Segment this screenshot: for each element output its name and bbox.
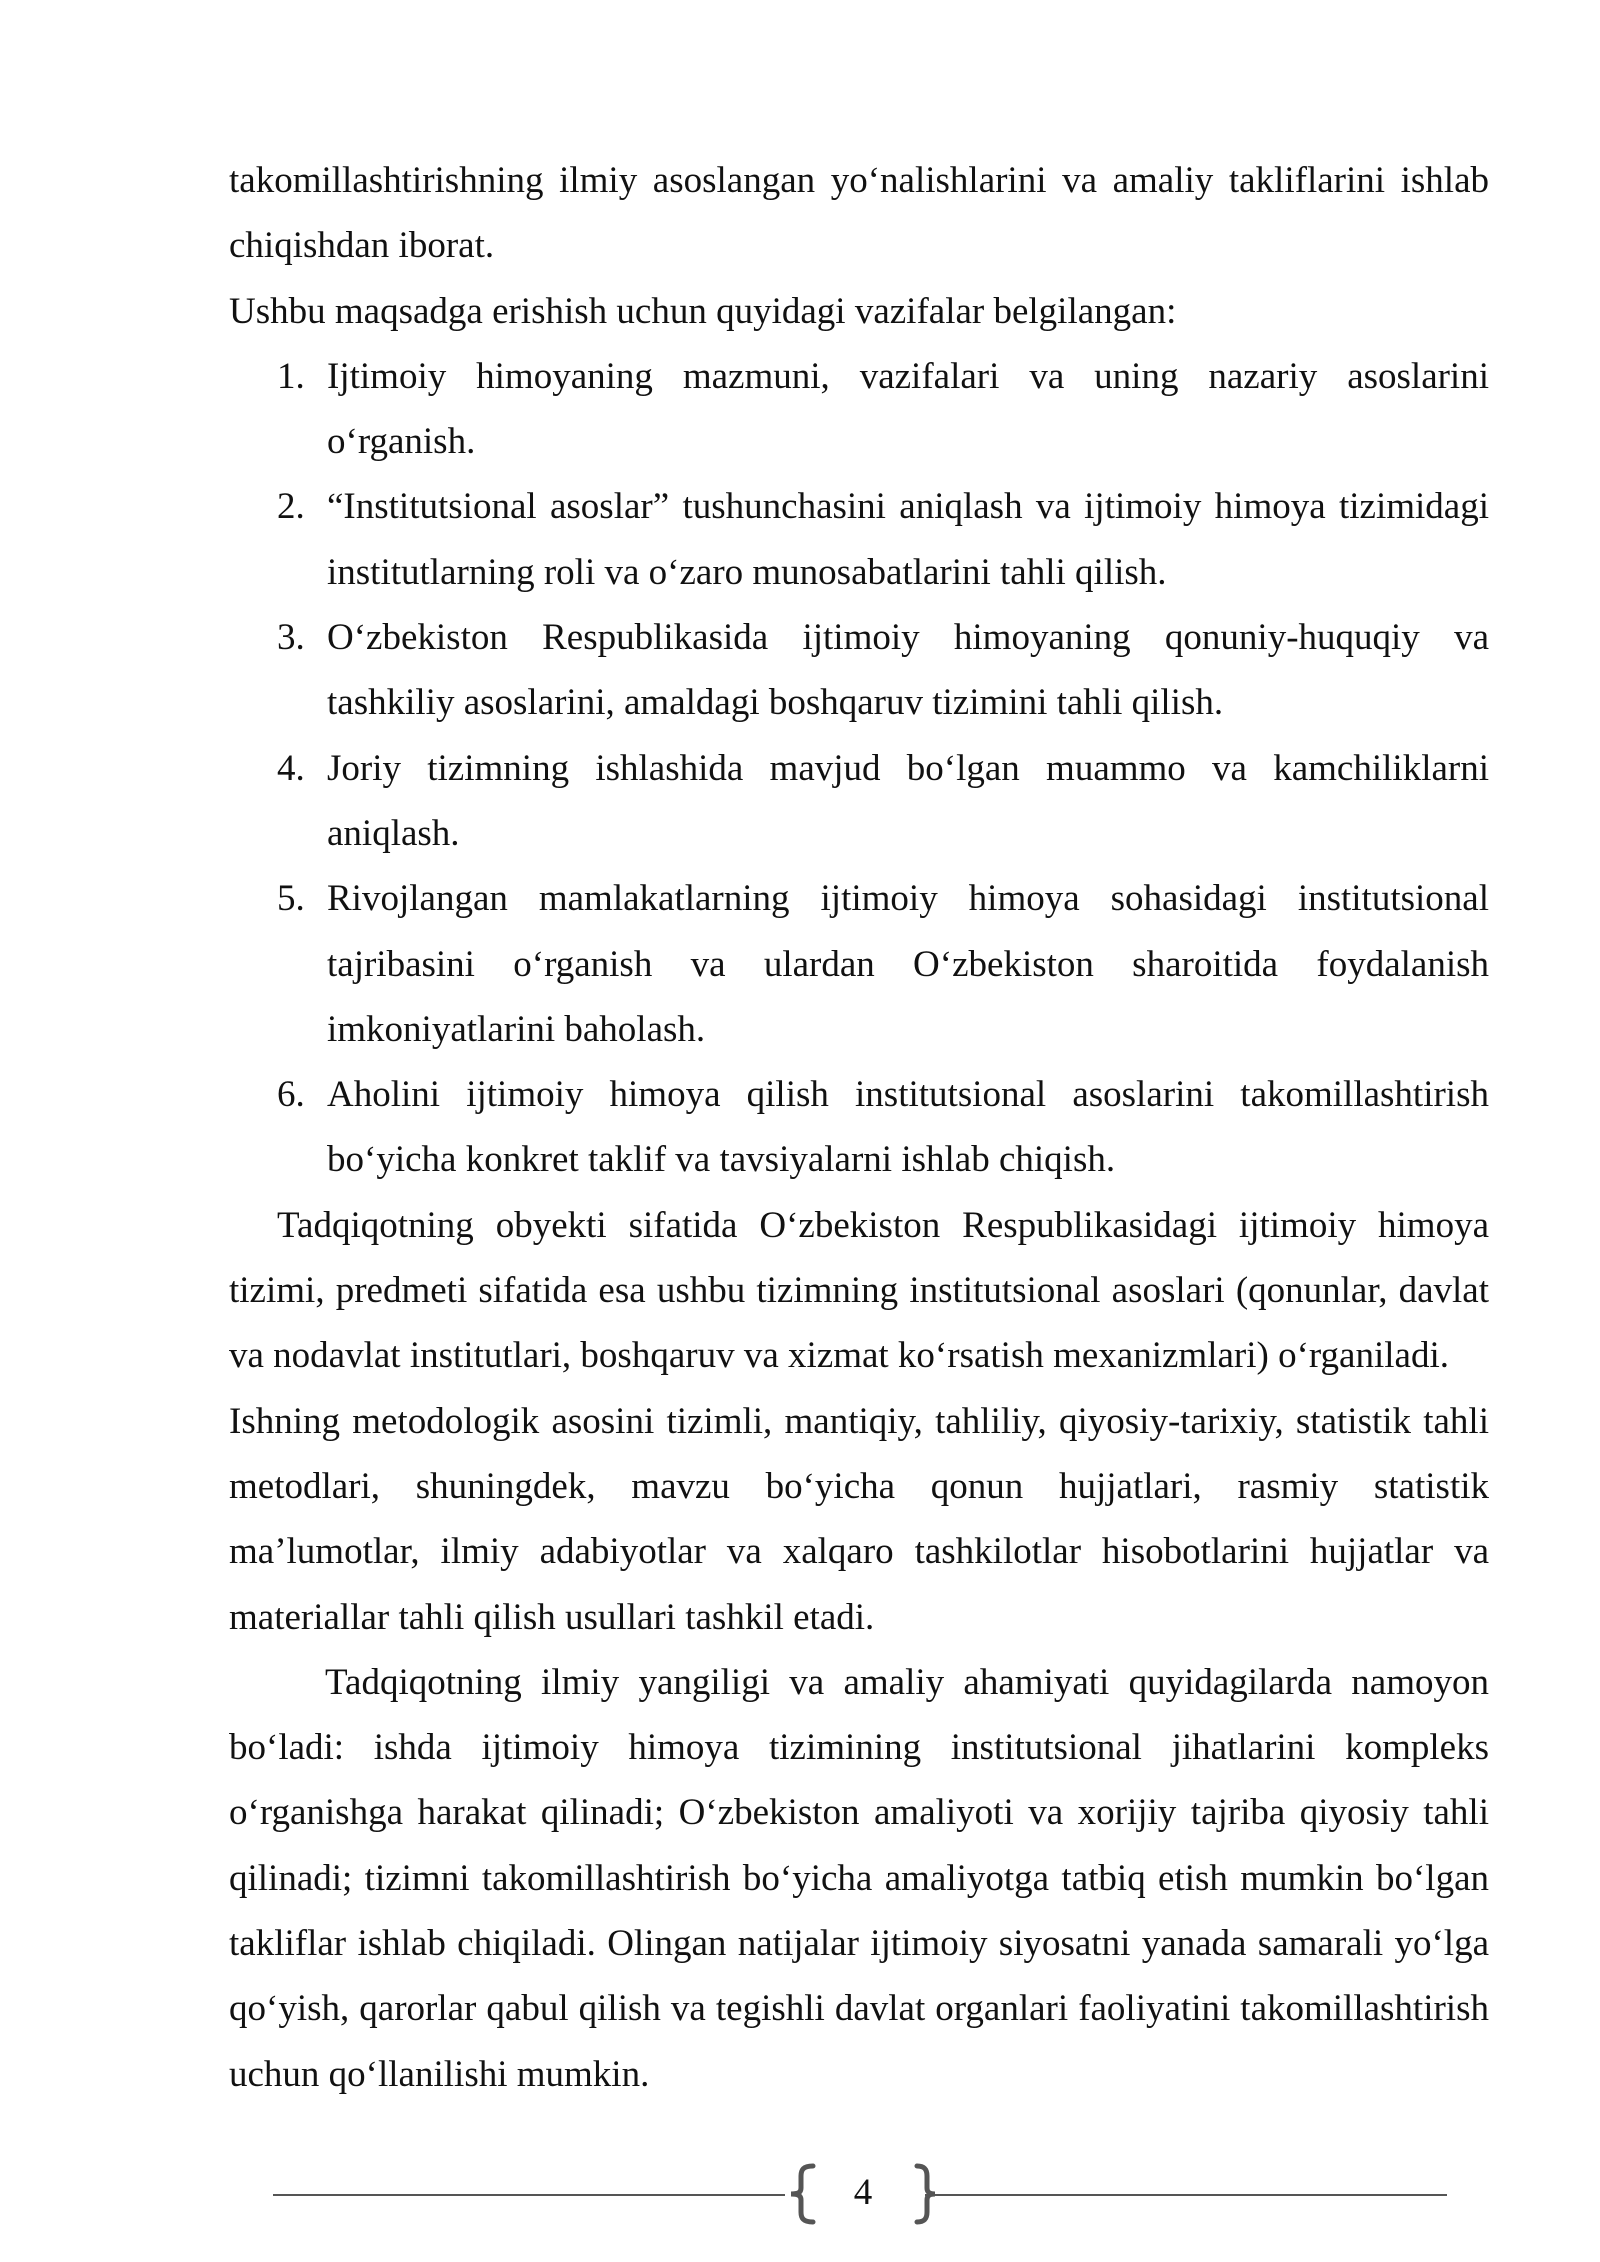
- paragraph-novelty: Tadqiqotning ilmiy yangiligi va amaliy ahamiyati quyidagilarda namoyon boʻladi: ishda ijtimoiy himoya tizimining institutsional jihatlarini kompleks oʻrganishga harakat qilinadi; Oʻzbekiston amaliyoti va xorijiy tajriba qiyosiy tahli qilinadi; tizimni takomillashtirish boʻyicha amaliyotga tatbiq etish mumkin boʻlgan takliflar ishlab chiqiladi. Olingan natijalar ijtimoiy siyosatni yanada samarali yoʻlga qoʻyish, qarorlar qabul qilish va tegishli davlat organlari faoliyatini takomillashtirish uchun qoʻllanilishi mumkin.: [229, 1661, 1489, 2095]
- list-item: [229, 474, 1489, 605]
- list-item-text: Joriy tizimning ishlashida mavjud boʻlgan muammo va kamchiliklarni aniqlash.: [327, 747, 1489, 854]
- list-item-number: 4.: [277, 747, 305, 789]
- footer-rule-right: [925, 2194, 1447, 2196]
- list-item-text: Rivojlangan mamlakatlarning ijtimoiy himoya sohasidagi institutsional tajribasini oʻrganish va ulardan Oʻzbekiston sharoitida foydalanish imkoniyatlarini baholash.: [327, 878, 1489, 1050]
- list-item: [229, 1062, 1489, 1193]
- list-item-text: Aholini ijtimoiy himoya qilish institutsional asoslarini takomillashtirish boʻyicha konkret taklif va tavsiyalarni ishlab chiqish.: [327, 1074, 1489, 1181]
- list-item-text: Oʻzbekiston Respublikasida ijtimoiy himoyaning qonuniy-huquqiy va tashkiliy asoslarini, amaldagi boshqaruv tizimini tahli qilish.: [327, 617, 1489, 724]
- list-item-number: 6.: [277, 1074, 305, 1116]
- list-item-number: 2.: [277, 486, 305, 528]
- list-item: [229, 344, 1489, 475]
- paragraph-object: Tadqiqotning obyekti sifatida Oʻzbekiston Respublikasidagi ijtimoiy himoya tizimi, predmeti sifatida esa ushbu tizimning institutsional asoslari (qonunlar, davlat va nodavlat institutlari, boshqaruv va xizmat koʻrsatish mexanizmlari) oʻrganiladi.: [229, 1204, 1489, 1377]
- list-item: [229, 866, 1489, 1062]
- list-item: [229, 736, 1489, 867]
- tasks-list: [229, 344, 1489, 1193]
- list-item-number: 1.: [277, 355, 305, 397]
- page-footer: [273, 2160, 1447, 2230]
- list-item: [229, 605, 1489, 736]
- document-page: [229, 148, 1489, 2107]
- paragraph-tasks-lead: Ushbu maqsadga erishish uchun quyidagi vazifalar belgilangan:: [229, 290, 1177, 332]
- list-item-text: Ijtimoiy himoyaning mazmuni, vazifalari va uning nazariy asoslarini oʻrganish.: [327, 355, 1489, 463]
- paragraph-intro-continuation: takomillashtirishning ilmiy asoslangan yoʻnalishlarini va amaliy takliflarini ishlab chiqishdan iborat.: [229, 160, 1489, 267]
- list-item-number: 3.: [277, 617, 305, 659]
- list-item-number: 5.: [277, 878, 305, 920]
- list-item-text: “Institutsional asoslar” tushunchasini aniqlash va ijtimoiy himoya tizimidagi institutlarning roli va oʻzaro munosabatlarini tahli qilish.: [327, 486, 1489, 593]
- paragraph-methodology: Ishning metodologik asosini tizimli, mantiqiy, tahliliy, qiyosiy-tarixiy, statistik tahli metodlari, shuningdek, mavzu boʻyicha qonun hujjatlari, rasmiy statistik ma’lumotlar, ilmiy adabiyotlar va xalqaro tashkilotlar hisobotlarini hujjatlar va materiallar tahli qilish usullari tashkil etadi.: [229, 1400, 1489, 1638]
- footer-rule-left: [273, 2194, 785, 2196]
- page-number: 4: [853, 2172, 873, 2213]
